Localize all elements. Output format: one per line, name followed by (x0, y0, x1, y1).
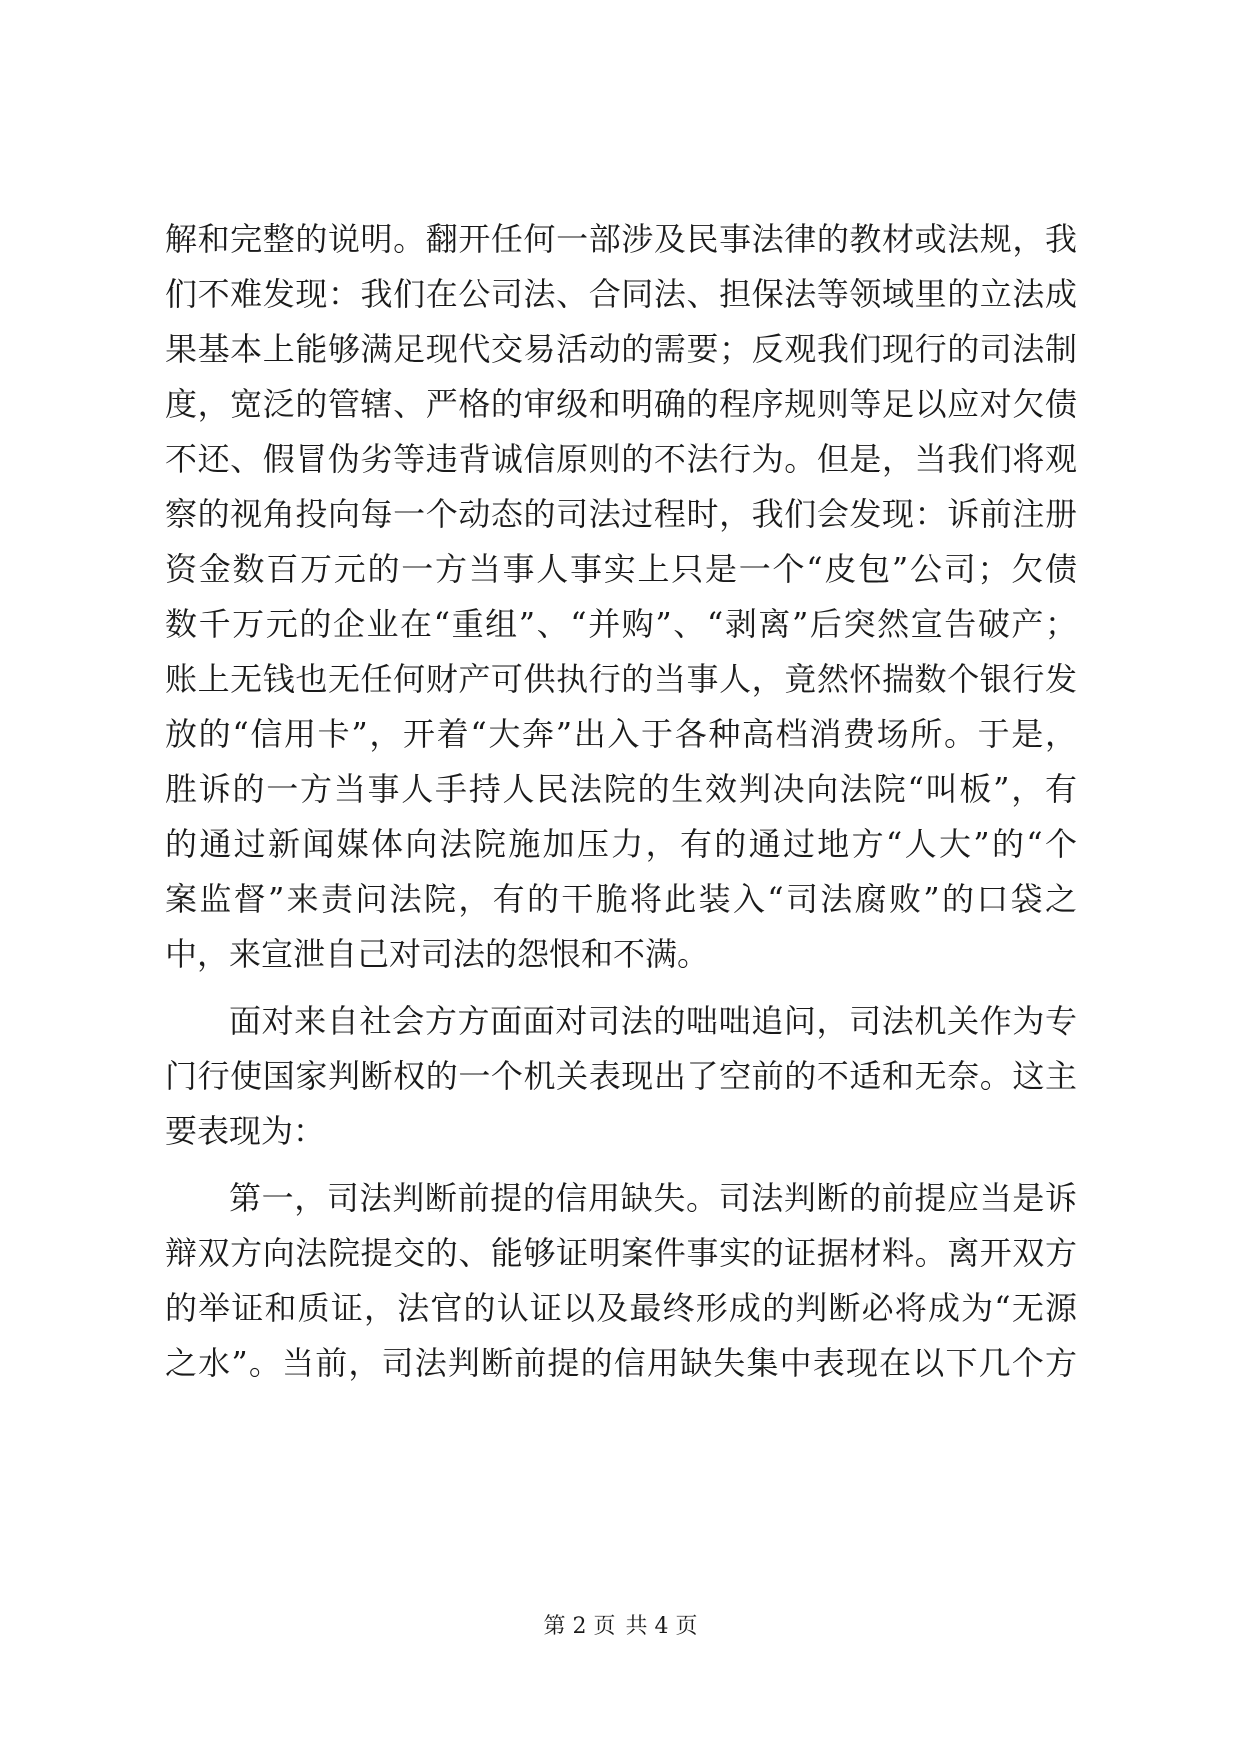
text-line: 之水”。当前，司法判断前提的信用缺失集中表现在以下几个方 (165, 1344, 1077, 1382)
text-line: 果基本上能够满足现代交易活动的需要；反观我们现行的司法制 (165, 330, 1077, 368)
page-total: 共 4 页 (625, 1614, 698, 1639)
page-number: 第 2 页 (543, 1614, 616, 1639)
text-line: 度，宽泛的管辖、严格的审级和明确的程序规则等足以应对欠债 (165, 385, 1077, 423)
text-line: 面对来自社会方方面面对司法的咄咄追问，司法机关作为专 (229, 1002, 1077, 1040)
text-line: 数千万元的企业在“重组”、“并购”、“剥离”后突然宣告破产； (165, 605, 1077, 643)
text-line: 察的视角投向每一个动态的司法过程时，我们会发现：诉前注册 (165, 495, 1077, 533)
text-line: 要表现为： (165, 1112, 326, 1150)
text-line: 的举证和质证，法官的认证以及最终形成的判断必将成为“无源 (165, 1289, 1077, 1327)
text-line: 放的“信用卡”，开着“大奔”出入于各种高档消费场所。于是， (165, 715, 1077, 753)
paragraph-spacer (165, 982, 1077, 994)
paragraph-spacer (165, 1159, 1077, 1171)
body-text (165, 212, 1077, 1391)
text-line: 胜诉的一方当事人手持人民法院的生效判决向法院“叫板”，有 (165, 770, 1077, 808)
text-line: 中，来宣泄自己对司法的怨恨和不满。 (165, 935, 710, 973)
text-line: 解和完整的说明。翻开任何一部涉及民事法律的教材或法规，我 (165, 220, 1077, 258)
text-line: 的通过新闻媒体向法院施加压力，有的通过地方“人大”的“个 (165, 825, 1077, 863)
text-line: 辩双方向法院提交的、能够证明案件事实的证据材料。离开双方 (165, 1234, 1077, 1272)
paragraph (165, 212, 1077, 982)
text-line: 第一，司法判断前提的信用缺失。司法判断的前提应当是诉 (229, 1179, 1077, 1217)
paragraph (165, 1171, 1077, 1391)
text-line: 案监督”来责问法院，有的干脆将此装入“司法腐败”的口袋之 (165, 880, 1077, 918)
paragraph (165, 994, 1077, 1159)
text-line: 账上无钱也无任何财产可供执行的当事人，竟然怀揣数个银行发 (165, 660, 1077, 698)
text-line: 们不难发现：我们在公司法、合同法、担保法等领域里的立法成 (165, 275, 1077, 313)
page-footer (0, 1612, 1241, 1642)
text-line: 门行使国家判断权的一个机关表现出了空前的不适和无奈。这主 (165, 1057, 1077, 1095)
text-line: 资金数百万元的一方当事人事实上只是一个“皮包”公司；欠债 (165, 550, 1077, 588)
text-line: 不还、假冒伪劣等违背诚信原则的不法行为。但是，当我们将观 (165, 440, 1077, 478)
